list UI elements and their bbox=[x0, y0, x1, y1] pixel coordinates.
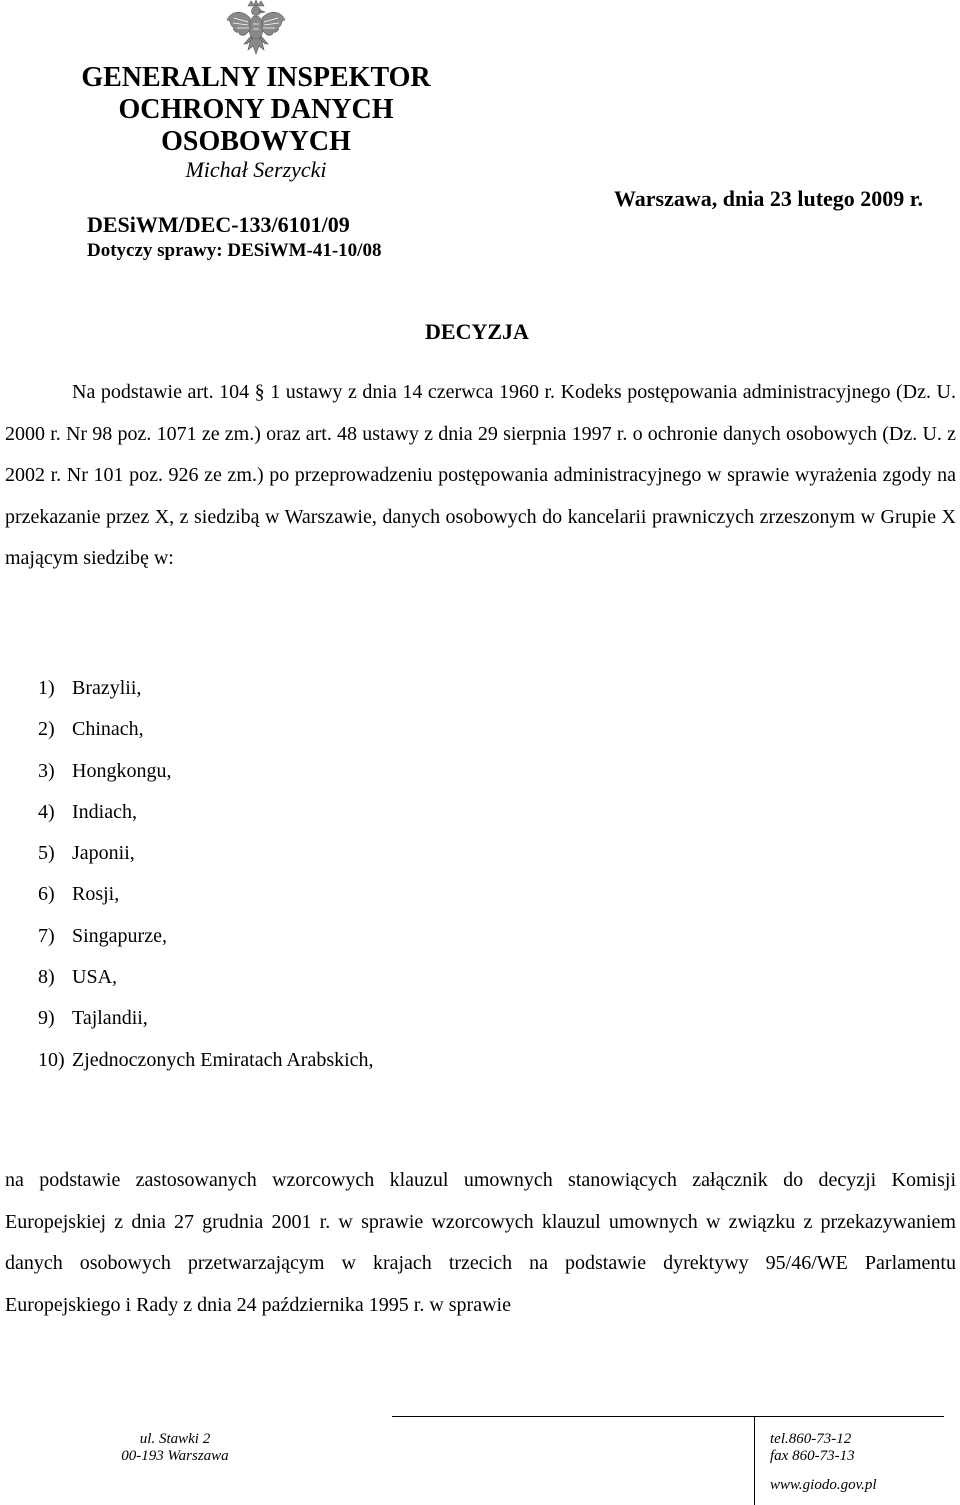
list-item-number: 2) bbox=[38, 718, 55, 741]
list-item bbox=[5, 792, 945, 833]
list-item-number: 10) bbox=[38, 1048, 65, 1071]
footer-divider bbox=[754, 1416, 755, 1505]
list-item-number: 5) bbox=[38, 842, 55, 865]
list-item-number: 7) bbox=[38, 924, 55, 947]
list-item bbox=[5, 998, 945, 1039]
footer-fax: fax 860-73-13 bbox=[770, 1448, 855, 1464]
inspector-name: Michał Serzycki bbox=[185, 157, 327, 182]
institution-name-line: OCHRONY DANYCH bbox=[118, 94, 394, 125]
list-item-number: 4) bbox=[38, 800, 55, 823]
list-item bbox=[5, 751, 945, 792]
footer-tel: tel.860-73-12 bbox=[770, 1431, 852, 1447]
list-item-text: Japonii, bbox=[72, 842, 135, 865]
list-item bbox=[5, 833, 945, 874]
document-date: Warszawa, dnia 23 lutego 2009 r. bbox=[614, 186, 924, 211]
list-item bbox=[5, 709, 945, 750]
list-item-text: Rosji, bbox=[72, 883, 120, 906]
intro-paragraph: Na podstawie art. 104 § 1 ustawy z dnia 14 czerwca 1960 r. Kodeks postępowania administracyjnego (Dz. U. 2000 r. Nr 98 poz. 1071 ze zm.) oraz art. 48 ustawy z dnia 29 sierpnia 1997 r. o ochronie danych osobowych (Dz. U. z 2002 r. Nr 101 poz. 926 ze zm.) po przeprowadzeniu postępowania administracyjnego w sprawie wyrażenia zgody na przekazanie przez X, z siedzibą w Warszawie, danych osobowych do kancelarii prawniczych zrzeszonym w Grupie X mającym siedzibę w: bbox=[5, 381, 956, 569]
footer-city: 00-193 Warszawa bbox=[121, 1448, 229, 1464]
list-item-text: Tajlandii, bbox=[72, 1007, 148, 1030]
list-item-text: Indiach, bbox=[72, 800, 137, 823]
list-item bbox=[5, 668, 945, 709]
footer-rule bbox=[392, 1416, 944, 1417]
list-item bbox=[5, 1040, 945, 1081]
case-reference: Dotyczy sprawy: DESiWM-41-10/08 bbox=[87, 240, 382, 261]
list-item-text: Zjednoczonych Emiratach Arabskich, bbox=[72, 1048, 374, 1071]
list-item-number: 1) bbox=[38, 677, 55, 699]
polish-eagle-emblem-icon bbox=[224, 0, 288, 60]
closing-paragraph: na podstawie zastosowanych wzorcowych klauzul umownych stanowiących załącznik do decyzji Komisji Europejskiej z dnia 27 grudnia 2001 r. w sprawie wzorcowych klauzul umownych w związku z przekazywaniem danych osobowych przetwarzającym w krajach trzecich na podstawie dyrektywy 95/46/WE Parlamentu Europejskiego i Rady z dnia 24 października 1995 r. w sprawie bbox=[5, 1169, 956, 1316]
countries-list bbox=[5, 668, 945, 1081]
document-reference: DESiWM/DEC-133/6101/09 bbox=[87, 212, 350, 237]
institution-header bbox=[60, 62, 452, 184]
list-item-number: 3) bbox=[38, 759, 55, 782]
institution-name-line: OSOBOWYCH bbox=[161, 126, 351, 157]
footer-website: www.giodo.gov.pl bbox=[770, 1477, 877, 1493]
list-item bbox=[5, 916, 945, 957]
list-item-number: 8) bbox=[38, 966, 55, 989]
list-item-number: 9) bbox=[38, 1007, 55, 1030]
list-item-number: 6) bbox=[38, 883, 55, 906]
list-item-text: Chinach, bbox=[72, 718, 144, 741]
list-item-text: Hongkongu, bbox=[72, 759, 172, 782]
list-item-text: Singapurze, bbox=[72, 924, 167, 947]
list-item-text: USA, bbox=[72, 966, 118, 989]
institution-name-line: GENERALNY INSPEKTOR bbox=[81, 62, 431, 93]
document-title: DECYZJA bbox=[425, 319, 529, 344]
footer-street: ul. Stawki 2 bbox=[139, 1431, 211, 1447]
list-item bbox=[5, 957, 945, 998]
list-item-text: Brazylii, bbox=[72, 677, 142, 699]
list-item bbox=[5, 874, 945, 915]
